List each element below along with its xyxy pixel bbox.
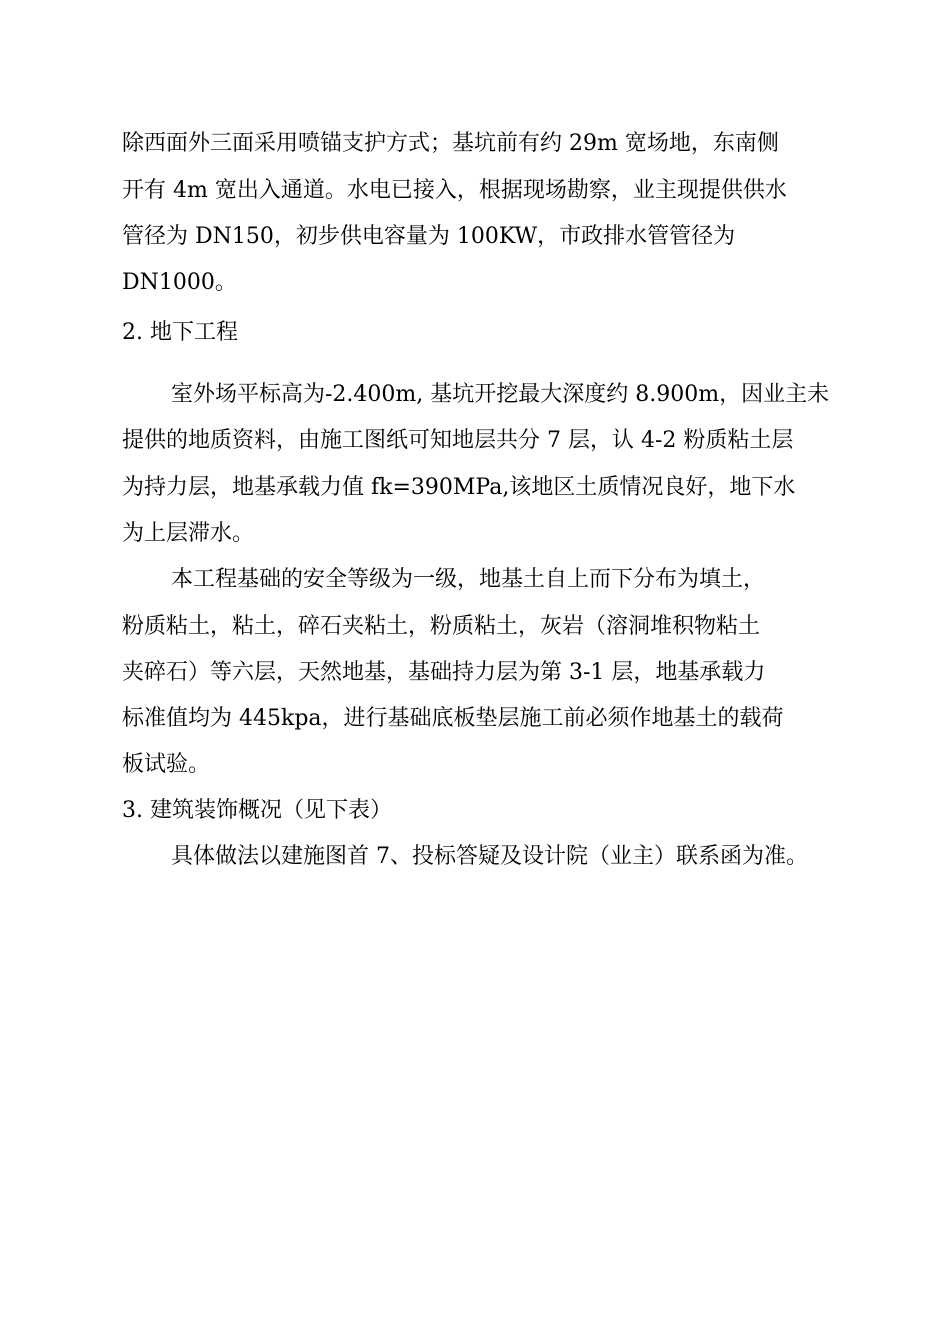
text-line: 标准值均为 445kpa，进行基础底板垫层施工前必须作地基土的载荷 (122, 706, 784, 731)
text-line: 夹碎石）等六层，天然地基，基础持力层为第 3-1 层，地基承载力 (122, 660, 766, 685)
text-line: 管径为 DN150，初步供电容量为 100KW，市政排水管管径为 (122, 224, 736, 249)
text-line: 室外场平标高为-2.400m, 基坑开挖最大深度约 8.900m，因业主未 (171, 382, 830, 407)
section-heading-underground: 2. 地下工程 (122, 320, 238, 345)
text-line: 除西面外三面采用喷锚支护方式；基坑前有约 29m 宽场地，东南侧 (122, 131, 779, 156)
text-line: 提供的地质资料，由施工图纸可知地层共分 7 层，认 4-2 粉质粘土层 (122, 428, 794, 453)
text-line: 为上层滞水。 (122, 521, 255, 546)
text-line: 板试验。 (122, 752, 211, 777)
text-line: 开有 4m 宽出入通道。水电已接入，根据现场勘察，业主现提供供水 (122, 178, 787, 203)
section-heading-decoration: 3. 建筑装饰概况（见下表） (122, 798, 392, 823)
text-line: 本工程基础的安全等级为一级，地基土自上而下分布为填土， (171, 567, 766, 592)
text-line: DN1000。 (122, 270, 237, 295)
text-line: 具体做法以建施图首 7、投标答疑及设计院（业主）联系函为准。 (171, 844, 808, 869)
text-line: 为持力层，地基承载力值 fk=390MPa,该地区土质情况良好，地下水 (122, 475, 796, 500)
text-line: 粉质粘土，粘土，碎石夹粘土，粉质粘土，灰岩（溶洞堆积物粘土 (122, 614, 761, 639)
